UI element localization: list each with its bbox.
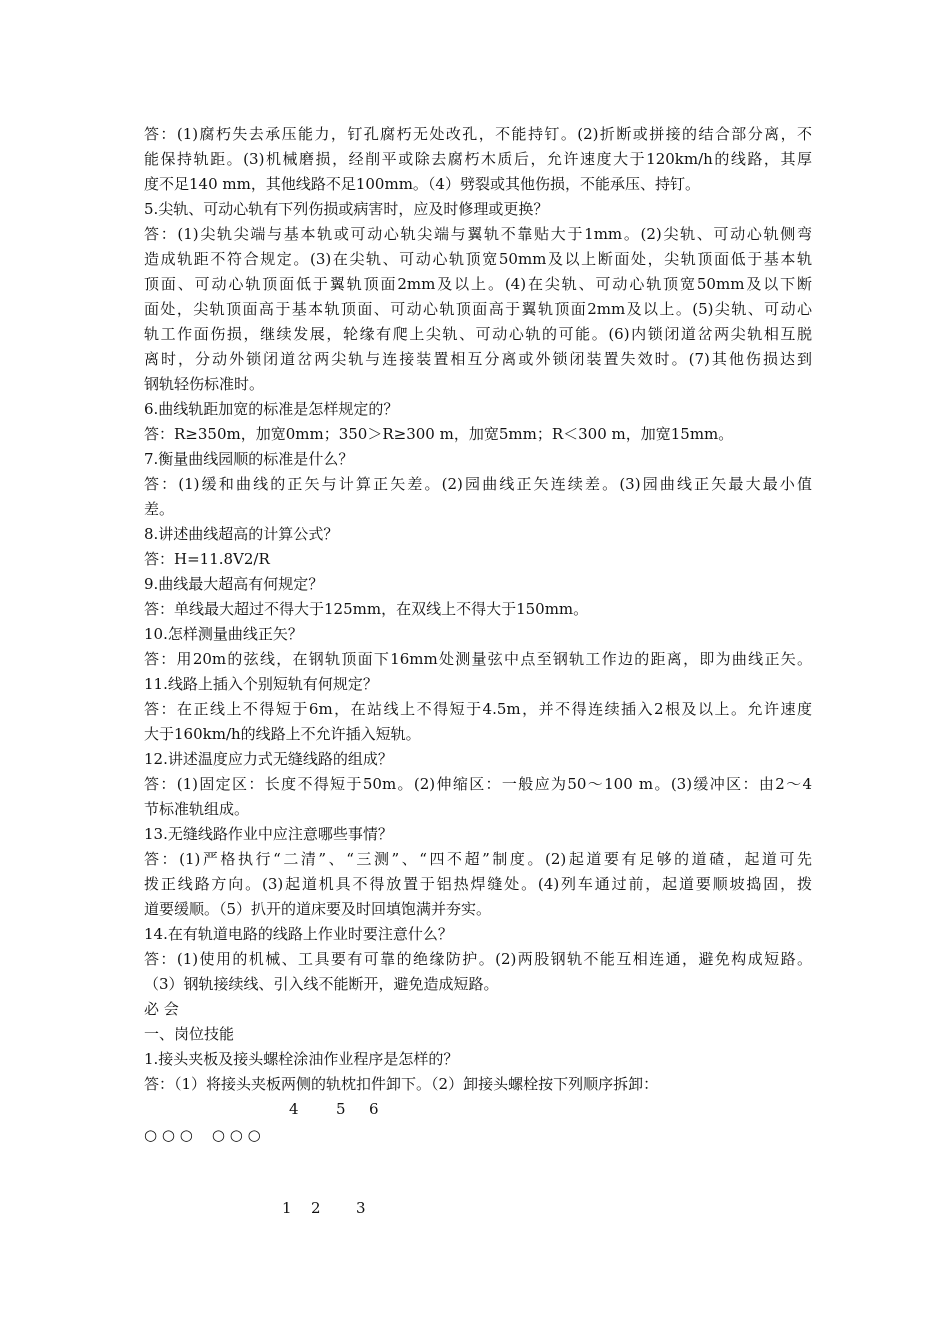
text-line: 答：(1)严格执行“二清”、“三测”、“四不超”制度。(2)起道要有足够的道碴，起道可先 <box>144 850 812 868</box>
text-line: 1.接头夹板及接头螺栓涂油作业程序是怎样的？ <box>144 1050 459 1068</box>
text-line: 10.怎样测量曲线正矢？ <box>144 625 303 643</box>
bolt-holes-row: ○ ○ ○ ○ ○ ○ <box>144 1126 261 1144</box>
text-line: 答：(1)固定区：长度不得短于50m。(2)伸缩区：一般应为50～100 m。(3)缓冲区：由2～4 <box>144 775 812 793</box>
text-line: 轨工作面伤损，继续发展，轮缘有爬上尖轨、可动心轨的可能。(6)内锁闭道岔两尖轨相互脱 <box>144 325 812 343</box>
text-line: 道要缓顺。（5）扒开的道床要及时回填饱满并夯实。 <box>144 900 492 918</box>
text-line: 答：在正线上不得短于6m，在站线上不得短于4.5m，并不得连续插入2根及以上。允许速度 <box>144 700 812 718</box>
text-line: 答：(1)使用的机械、工具要有可靠的绝缘防护。(2)两股钢轨不能互相连通，避免构成短路。 <box>144 950 812 968</box>
text-line: 12.讲述温度应力式无缝线路的组成？ <box>144 750 393 768</box>
text-line: 能保持轨距。(3)机械磨损，经削平或除去腐朽木质后，允许速度大于120km/h的线路，其厚 <box>144 150 812 168</box>
text-line: 造成轨距不符合规定。(3)在尖轨、可动心轨顶宽50mm及以上断面处，尖轨顶面低于基本轨 <box>144 250 812 268</box>
text-line: 6.曲线轨距加宽的标准是怎样规定的？ <box>144 400 399 418</box>
document-body <box>144 122 812 1097</box>
text-line: 拨正线路方向。(3)起道机具不得放置于铝热焊缝处。(4)列车通过前，起道要顺坡捣固，拨 <box>144 875 812 893</box>
text-line: 钢轨轻伤标准时。 <box>144 375 265 393</box>
text-line: 答：H=11.8V2/R <box>144 550 270 568</box>
text-line: 答：R≥350m，加宽0mm；350＞R≥300 m，加宽5mm；R＜300 m，加宽15mm。 <box>144 425 734 443</box>
text-line: 大于160km/h的线路上不允许插入短轨。 <box>144 725 421 743</box>
text-line: 11.线路上插入个别短轨有何规定？ <box>144 675 378 693</box>
text-line: 必 会 <box>144 1000 179 1018</box>
text-line: 13.无缝线路作业中应注意哪些事情？ <box>144 825 393 843</box>
text-line: 答：（1）将接头夹板两侧的轨枕扣件卸下。（2）卸接头螺栓按下列顺序拆卸： <box>144 1075 659 1093</box>
bolt-number-4: 4 <box>289 1100 299 1118</box>
text-line: 答：(1)尖轨尖端与基本轨或可动心轨尖端与翼轨不靠贴大于1mm。(2)尖轨、可动心轨侧弯 <box>144 225 812 243</box>
text-line: 8.讲述曲线超高的计算公式？ <box>144 525 339 543</box>
text-line: 离时，分动外锁闭道岔两尖轨与连接装置相互分离或外锁闭装置失效时。(7)其他伤损达到 <box>144 350 812 368</box>
bolt-number-6: 6 <box>369 1100 379 1118</box>
text-line: 度不足140 mm，其他线路不足100mm。（4）劈裂或其他伤损，不能承压、持钉。 <box>144 175 700 193</box>
bolt-number-2: 2 <box>311 1199 321 1217</box>
text-line: 5.尖轨、可动心轨有下列伤损或病害时，应及时修理或更换？ <box>144 200 549 218</box>
bolt-number-3: 3 <box>356 1199 366 1217</box>
text-line: 答：用20m的弦线，在钢轨顶面下16mm处测量弦中点至钢轨工作边的距离，即为曲线正矢。 <box>144 650 812 668</box>
text-line: 面处，尖轨顶面高于基本轨顶面、可动心轨顶面高于翼轨顶面2mm及以上。(5)尖轨、可动心 <box>144 300 812 318</box>
text-line: （3）钢轨接续线、引入线不能断开，避免造成短路。 <box>144 975 499 993</box>
text-line: 一、岗位技能 <box>144 1025 235 1043</box>
text-line: 差。 <box>144 500 175 518</box>
text-line: 节标准轨组成。 <box>144 800 250 818</box>
text-line: 7.衡量曲线园顺的标准是什么？ <box>144 450 354 468</box>
text-line: 9.曲线最大超高有何规定？ <box>144 575 324 593</box>
text-line: 答：(1)腐朽失去承压能力，钉孔腐朽无处改孔，不能持钉。(2)折断或拼接的结合部分离，不 <box>144 125 812 143</box>
bolt-number-1: 1 <box>282 1199 292 1217</box>
bolt-number-5: 5 <box>336 1100 346 1118</box>
text-line: 答：单线最大超过不得大于125mm，在双线上不得大于150mm。 <box>144 600 589 618</box>
text-line: 答：(1)缓和曲线的正矢与计算正矢差。(2)园曲线正矢连续差。(3)园曲线正矢最大最小值 <box>144 475 812 493</box>
text-line: 顶面、可动心轨顶面低于翼轨顶面2mm及以上。(4)在尖轨、可动心轨顶宽50mm及以下断 <box>144 275 812 293</box>
text-line: 14.在有轨道电路的线路上作业时要注意什么？ <box>144 925 453 943</box>
